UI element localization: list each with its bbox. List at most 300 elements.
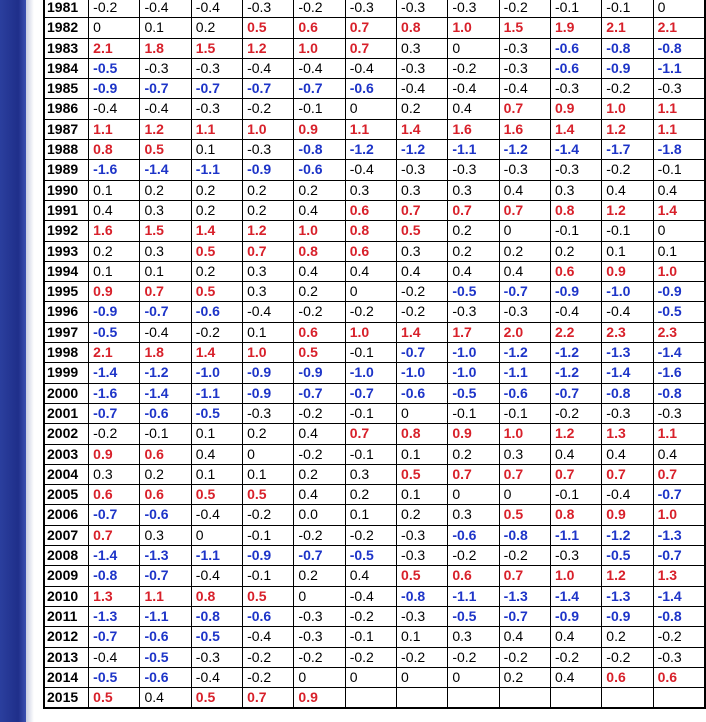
year-cell: 1992	[44, 221, 89, 241]
value-cell: 1.4	[191, 221, 242, 241]
year-cell: 2011	[44, 606, 89, 626]
value-cell: 0.9	[602, 261, 653, 281]
table-row	[44, 58, 705, 78]
year-cell: 1988	[44, 140, 89, 160]
value-cell: -0.5	[653, 302, 705, 322]
value-cell: 1.6	[89, 221, 140, 241]
value-cell: -0.2	[397, 302, 448, 322]
value-cell: 0.4	[653, 180, 705, 200]
table-row	[44, 302, 705, 322]
value-cell: -0.1	[448, 403, 499, 423]
value-cell: 0.4	[550, 444, 601, 464]
year-cell: 1986	[44, 99, 89, 119]
value-cell: -1.3	[653, 525, 705, 545]
value-cell: 1.6	[499, 119, 550, 139]
value-cell: 0.4	[294, 261, 345, 281]
value-cell: 0.1	[191, 140, 242, 160]
value-cell: -0.4	[191, 667, 242, 687]
value-cell: -0.3	[345, 0, 396, 18]
value-cell: -0.2	[602, 79, 653, 99]
table-row	[44, 566, 705, 586]
value-cell: -0.3	[191, 58, 242, 78]
value-cell: -1.2	[397, 140, 448, 160]
value-cell: -0.9	[602, 58, 653, 78]
value-cell: -0.3	[243, 140, 294, 160]
value-cell: -0.2	[191, 322, 242, 342]
anomaly-table	[43, 0, 706, 709]
year-cell: 1998	[44, 343, 89, 363]
value-cell: 1.0	[243, 119, 294, 139]
value-cell: 1.1	[653, 99, 705, 119]
value-cell: -0.1	[345, 403, 396, 423]
value-cell: 1.0	[243, 343, 294, 363]
table-row	[44, 343, 705, 363]
value-cell: -0.3	[294, 627, 345, 647]
value-cell: 0	[499, 221, 550, 241]
value-cell: 1.0	[602, 99, 653, 119]
table-row	[44, 424, 705, 444]
value-cell: -0.3	[448, 160, 499, 180]
value-cell: 0.3	[448, 180, 499, 200]
value-cell: -0.4	[140, 0, 191, 18]
value-cell	[602, 688, 653, 709]
value-cell: 0.2	[397, 505, 448, 525]
value-cell: 0.7	[345, 424, 396, 444]
value-cell: -0.3	[243, 403, 294, 423]
value-cell: -0.7	[397, 343, 448, 363]
table-row	[44, 0, 705, 18]
value-cell: 0.4	[397, 261, 448, 281]
value-cell: 1.2	[602, 119, 653, 139]
value-cell: -0.9	[89, 302, 140, 322]
value-cell: -1.1	[499, 363, 550, 383]
value-cell: -0.3	[397, 0, 448, 18]
value-cell: -0.3	[140, 58, 191, 78]
value-cell: -0.8	[397, 586, 448, 606]
value-cell: 0.4	[448, 99, 499, 119]
value-cell: -1.2	[602, 525, 653, 545]
value-cell: -0.2	[602, 647, 653, 667]
value-cell: 0.6	[653, 667, 705, 687]
value-cell: -1.3	[499, 586, 550, 606]
value-cell: 0.8	[191, 586, 242, 606]
year-cell: 1999	[44, 363, 89, 383]
value-cell: -0.9	[653, 282, 705, 302]
value-cell: -0.1	[243, 566, 294, 586]
value-cell: 0.3	[140, 525, 191, 545]
value-cell: -0.2	[397, 647, 448, 667]
value-cell: 0	[243, 444, 294, 464]
value-cell: 0.8	[397, 18, 448, 38]
value-cell: -0.6	[499, 383, 550, 403]
value-cell: -0.4	[602, 485, 653, 505]
value-cell: -0.4	[345, 58, 396, 78]
value-cell: 0.9	[89, 282, 140, 302]
value-cell: 0.8	[89, 140, 140, 160]
value-cell: 0.2	[294, 464, 345, 484]
value-cell: -0.6	[550, 38, 601, 58]
table-row	[44, 525, 705, 545]
value-cell: -0.2	[345, 647, 396, 667]
value-cell: 0	[345, 99, 396, 119]
value-cell: 1.0	[448, 18, 499, 38]
value-cell: -0.4	[89, 647, 140, 667]
value-cell: -0.2	[345, 525, 396, 545]
value-cell: -0.2	[89, 424, 140, 444]
table-row	[44, 261, 705, 281]
value-cell: -0.2	[345, 606, 396, 626]
value-cell: 1.8	[140, 343, 191, 363]
value-cell: -0.9	[243, 363, 294, 383]
year-cell: 2001	[44, 403, 89, 423]
value-cell: 0.6	[345, 200, 396, 220]
year-cell: 1981	[44, 0, 89, 18]
value-cell: -0.9	[550, 606, 601, 626]
value-cell: 1.1	[345, 119, 396, 139]
value-cell: -0.2	[294, 647, 345, 667]
value-cell: 1.3	[602, 424, 653, 444]
value-cell: 0.7	[89, 525, 140, 545]
value-cell: -0.4	[243, 302, 294, 322]
value-cell: 1.6	[448, 119, 499, 139]
value-cell: -0.2	[294, 444, 345, 464]
value-cell: 0.3	[448, 627, 499, 647]
value-cell: 0	[448, 485, 499, 505]
value-cell: -0.5	[448, 282, 499, 302]
value-cell: -0.6	[345, 79, 396, 99]
table-row	[44, 647, 705, 667]
value-cell: 0.1	[140, 18, 191, 38]
value-cell: 0.6	[602, 667, 653, 687]
value-cell: -1.4	[140, 383, 191, 403]
table-row	[44, 627, 705, 647]
value-cell: 0.1	[397, 627, 448, 647]
value-cell: 0.6	[345, 241, 396, 261]
value-cell: 0.9	[294, 688, 345, 709]
value-cell: 0.5	[243, 586, 294, 606]
value-cell: -0.3	[294, 606, 345, 626]
value-cell: -1.1	[448, 586, 499, 606]
value-cell: -0.8	[294, 140, 345, 160]
value-cell: -0.5	[191, 403, 242, 423]
value-cell: -1.1	[191, 383, 242, 403]
value-cell: -0.8	[653, 383, 705, 403]
value-cell: -0.8	[499, 525, 550, 545]
year-cell: 2013	[44, 647, 89, 667]
value-cell: 0.2	[499, 667, 550, 687]
value-cell: 0.5	[397, 221, 448, 241]
value-cell: -0.6	[140, 667, 191, 687]
value-cell: -0.2	[243, 667, 294, 687]
value-cell: 0.3	[243, 261, 294, 281]
table-row	[44, 160, 705, 180]
value-cell: -0.4	[140, 322, 191, 342]
value-cell: 0.3	[243, 282, 294, 302]
value-cell: -0.7	[499, 282, 550, 302]
value-cell: -0.3	[397, 606, 448, 626]
value-cell: 1.1	[653, 424, 705, 444]
value-cell: -0.6	[140, 403, 191, 423]
value-cell: -0.2	[243, 647, 294, 667]
value-cell: 0.5	[191, 282, 242, 302]
value-cell: -0.3	[243, 0, 294, 18]
value-cell: -0.3	[550, 79, 601, 99]
value-cell: 0.3	[140, 241, 191, 261]
value-cell: -0.6	[243, 606, 294, 626]
value-cell: -0.3	[397, 160, 448, 180]
value-cell: 1.1	[191, 119, 242, 139]
value-cell: 0.4	[448, 261, 499, 281]
value-cell: 0	[499, 485, 550, 505]
value-cell: -0.7	[345, 383, 396, 403]
value-cell: -0.1	[294, 99, 345, 119]
table-row	[44, 79, 705, 99]
value-cell: -0.1	[602, 221, 653, 241]
value-cell: 0.3	[397, 180, 448, 200]
value-cell: -1.6	[89, 160, 140, 180]
value-cell: -0.9	[243, 383, 294, 403]
value-cell: -0.3	[499, 302, 550, 322]
value-cell: 0.7	[243, 688, 294, 709]
value-cell: 1.0	[345, 322, 396, 342]
value-cell: 0.7	[397, 200, 448, 220]
value-cell: 0.5	[191, 485, 242, 505]
value-cell: 0.7	[499, 566, 550, 586]
value-cell: 0.7	[499, 99, 550, 119]
value-cell: 0.6	[294, 322, 345, 342]
value-cell: 0.4	[602, 180, 653, 200]
value-cell: 0.9	[294, 119, 345, 139]
value-cell: -0.2	[89, 0, 140, 18]
year-cell: 2004	[44, 464, 89, 484]
value-cell: -1.3	[89, 606, 140, 626]
value-cell	[653, 688, 705, 709]
value-cell: 0.4	[499, 261, 550, 281]
value-cell: 0	[397, 403, 448, 423]
year-cell: 1991	[44, 200, 89, 220]
value-cell: -0.5	[140, 647, 191, 667]
sidebar-shadow-edge	[26, 0, 34, 722]
year-cell: 2008	[44, 546, 89, 566]
value-cell: -0.2	[499, 647, 550, 667]
value-cell: -0.5	[602, 546, 653, 566]
value-cell: 0.8	[345, 221, 396, 241]
value-cell: -1.2	[345, 140, 396, 160]
value-cell: -0.7	[243, 79, 294, 99]
value-cell: -0.2	[243, 99, 294, 119]
value-cell: 0.1	[89, 261, 140, 281]
table-row	[44, 688, 705, 709]
value-cell: -0.7	[140, 79, 191, 99]
value-cell: 0	[294, 586, 345, 606]
value-cell: 0.4	[499, 627, 550, 647]
value-cell: 0.4	[345, 566, 396, 586]
value-cell: -0.3	[653, 403, 705, 423]
value-cell: 1.0	[294, 221, 345, 241]
value-cell: 0.3	[397, 241, 448, 261]
year-cell: 1987	[44, 119, 89, 139]
table-row	[44, 200, 705, 220]
value-cell: 0.7	[499, 200, 550, 220]
value-cell: 0.2	[294, 282, 345, 302]
value-cell: -0.5	[89, 58, 140, 78]
value-cell: 0.3	[550, 180, 601, 200]
value-cell: 0.2	[243, 424, 294, 444]
value-cell: -1.2	[499, 140, 550, 160]
value-cell: 0.2	[243, 200, 294, 220]
value-cell: 0.9	[550, 99, 601, 119]
value-cell: 0.2	[294, 566, 345, 586]
year-cell: 1989	[44, 160, 89, 180]
value-cell: 0.1	[243, 322, 294, 342]
value-cell: 1.0	[499, 424, 550, 444]
value-cell: -0.3	[397, 525, 448, 545]
value-cell: 0.1	[191, 464, 242, 484]
value-cell: 0.2	[140, 464, 191, 484]
value-cell: -1.2	[499, 343, 550, 363]
value-cell: 2.3	[653, 322, 705, 342]
value-cell: 0.0	[294, 505, 345, 525]
value-cell: 1.5	[499, 18, 550, 38]
value-cell: -0.4	[191, 566, 242, 586]
value-cell: 0.4	[294, 485, 345, 505]
value-cell: -0.4	[243, 58, 294, 78]
value-cell: 1.2	[550, 424, 601, 444]
value-cell: 0.4	[89, 200, 140, 220]
value-cell: -0.4	[602, 302, 653, 322]
value-cell: 1.3	[653, 566, 705, 586]
table-row	[44, 667, 705, 687]
value-cell: 1.9	[550, 18, 601, 38]
value-cell: -1.4	[550, 586, 601, 606]
value-cell	[397, 688, 448, 709]
value-cell: -1.3	[602, 343, 653, 363]
value-cell: 0.3	[140, 200, 191, 220]
value-cell: -0.8	[653, 38, 705, 58]
value-cell: -1.0	[191, 363, 242, 383]
value-cell: 0.4	[294, 200, 345, 220]
value-cell: 0	[397, 667, 448, 687]
value-cell: 0.2	[448, 241, 499, 261]
value-cell: -0.9	[89, 79, 140, 99]
value-cell: 0.2	[89, 241, 140, 261]
left-sidebar-bar	[0, 0, 26, 722]
table-row	[44, 38, 705, 58]
year-cell: 1983	[44, 38, 89, 58]
value-cell: -1.3	[140, 546, 191, 566]
value-cell: 0	[653, 0, 705, 18]
year-cell: 1995	[44, 282, 89, 302]
value-cell: 0.6	[550, 261, 601, 281]
value-cell: 0.1	[397, 444, 448, 464]
table-row	[44, 282, 705, 302]
year-cell: 2005	[44, 485, 89, 505]
value-cell	[499, 688, 550, 709]
value-cell: 0.4	[550, 667, 601, 687]
value-cell: 0.5	[243, 485, 294, 505]
value-cell: 0.5	[397, 566, 448, 586]
value-cell: 0.2	[499, 241, 550, 261]
value-cell: 0.4	[653, 444, 705, 464]
value-cell: 2.2	[550, 322, 601, 342]
value-cell: 0.7	[140, 282, 191, 302]
value-cell: 0.6	[140, 444, 191, 464]
value-cell: 0.2	[191, 200, 242, 220]
value-cell: -0.3	[550, 546, 601, 566]
value-cell: -0.6	[140, 627, 191, 647]
value-cell: 0.6	[140, 485, 191, 505]
value-cell: 1.3	[89, 586, 140, 606]
value-cell: -0.3	[653, 79, 705, 99]
value-cell: -0.1	[345, 627, 396, 647]
value-cell: 0.3	[345, 464, 396, 484]
table-row	[44, 363, 705, 383]
table-row	[44, 241, 705, 261]
value-cell: 2.3	[602, 322, 653, 342]
value-cell: -0.4	[448, 79, 499, 99]
value-cell: -0.2	[397, 282, 448, 302]
value-cell: -1.2	[550, 363, 601, 383]
value-cell: -1.1	[448, 140, 499, 160]
value-cell: 0.5	[397, 464, 448, 484]
value-cell: -0.7	[653, 485, 705, 505]
value-cell: -1.1	[653, 58, 705, 78]
value-cell: -0.7	[89, 505, 140, 525]
value-cell: 0.2	[294, 180, 345, 200]
value-cell: -0.6	[294, 160, 345, 180]
value-cell: -0.1	[345, 343, 396, 363]
year-cell: 1982	[44, 18, 89, 38]
value-cell: 0.6	[294, 18, 345, 38]
value-cell: 0.7	[448, 464, 499, 484]
value-cell: -0.3	[499, 160, 550, 180]
value-cell: 0.1	[397, 485, 448, 505]
value-cell: -1.4	[140, 160, 191, 180]
value-cell: 0	[345, 282, 396, 302]
table-row	[44, 444, 705, 464]
value-cell: -0.7	[140, 302, 191, 322]
value-cell: -0.6	[397, 383, 448, 403]
value-cell: -0.5	[345, 546, 396, 566]
value-cell: -0.6	[448, 525, 499, 545]
value-cell: -0.6	[140, 505, 191, 525]
value-cell: -1.2	[140, 363, 191, 383]
value-cell: 0.6	[89, 485, 140, 505]
value-cell: -0.4	[345, 160, 396, 180]
year-cell: 1994	[44, 261, 89, 281]
value-cell: -1.0	[448, 343, 499, 363]
value-cell: -0.7	[89, 403, 140, 423]
value-cell: -0.1	[140, 424, 191, 444]
value-cell: -0.5	[448, 383, 499, 403]
value-cell: -0.3	[499, 38, 550, 58]
year-cell: 1984	[44, 58, 89, 78]
value-cell: 0.8	[294, 241, 345, 261]
value-cell: 1.8	[140, 38, 191, 58]
value-cell: -1.0	[397, 363, 448, 383]
value-cell: 0.3	[499, 444, 550, 464]
value-cell: -0.4	[499, 79, 550, 99]
value-cell: 1.2	[602, 200, 653, 220]
value-cell: 0.5	[191, 688, 242, 709]
year-cell: 2015	[44, 688, 89, 709]
value-cell: -1.0	[602, 282, 653, 302]
value-cell: -0.5	[89, 667, 140, 687]
value-cell: 0.9	[89, 444, 140, 464]
value-cell: -1.4	[653, 586, 705, 606]
value-cell: 0.3	[448, 505, 499, 525]
value-cell: 0.2	[243, 180, 294, 200]
